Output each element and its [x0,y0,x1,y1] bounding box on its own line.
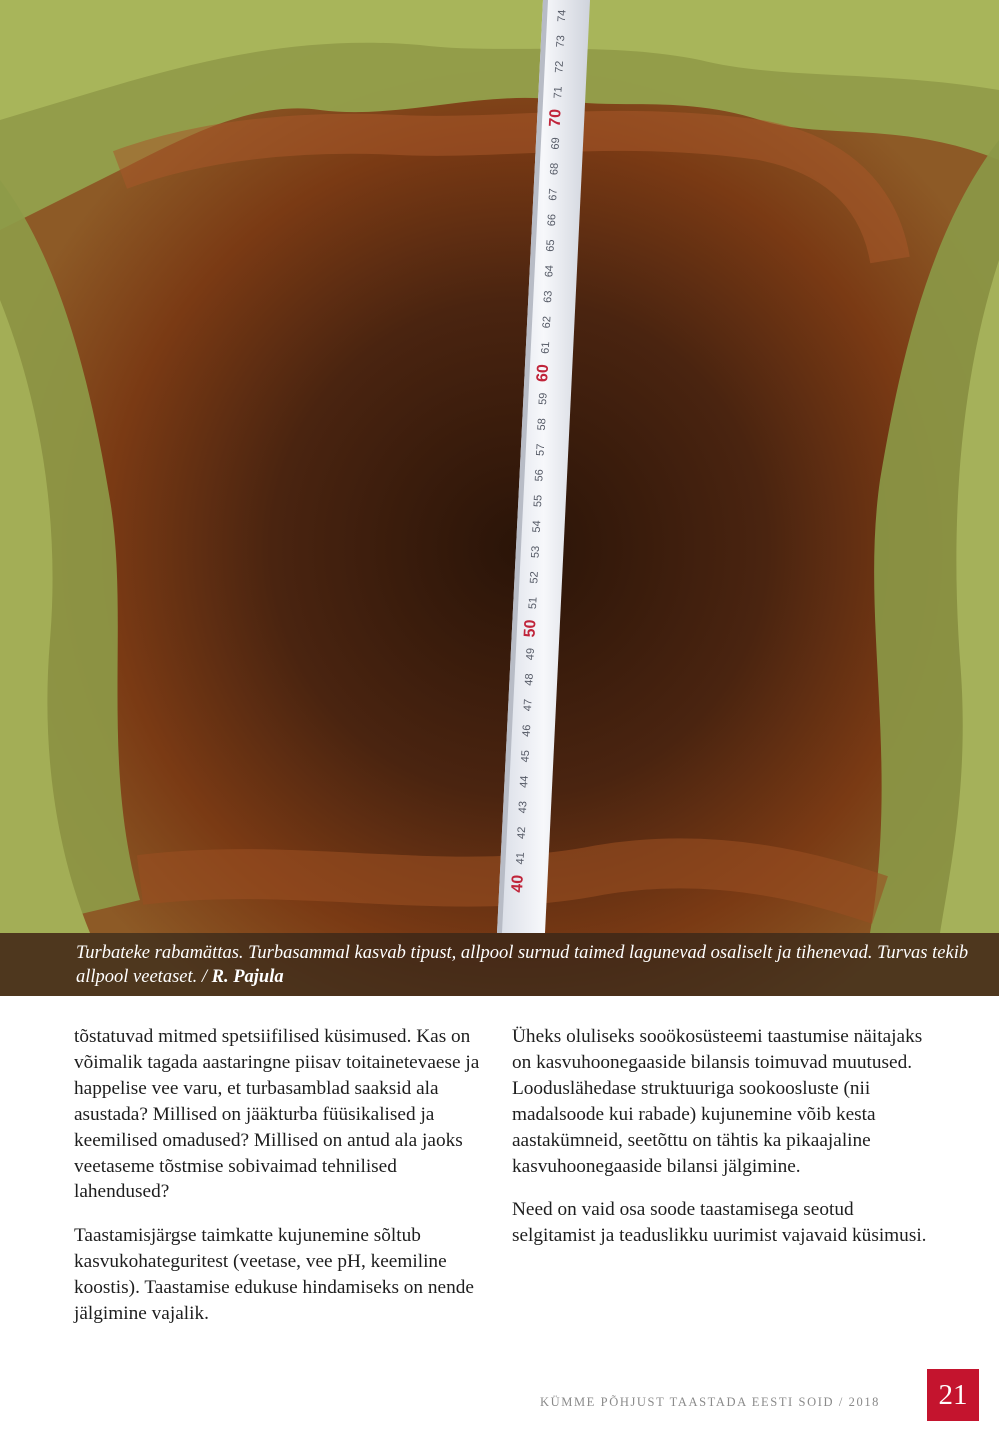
ruler-number: 40 [508,874,527,894]
ruler-number: 65 [544,239,558,253]
photo-credit: R. Pajula [211,967,284,987]
ruler-number: 57 [534,443,548,457]
ruler-number: 50 [521,619,540,638]
photo-caption [0,933,999,996]
ruler-number: 70 [546,108,565,128]
paragraph: Taastamisjärgse taimkatte kujunemine sõltub kasvukohateguritest (veetase, vee pH, keemiline koostis). Taastamise edukuse hindamiseks on nende jälgimine vajalik. [74,1225,474,1325]
ruler-number: 46 [520,724,534,738]
left-text-column [74,1024,494,1345]
ruler-number: 42 [515,826,529,840]
ruler-number: 51 [526,596,540,610]
ruler-number: 52 [528,571,541,584]
ruler-number: 66 [545,213,559,227]
ruler-number: 67 [547,188,560,201]
ruler-number: 45 [519,749,533,763]
ruler-number: 68 [548,162,561,176]
ruler-number: 59 [537,392,550,406]
paragraph: Üheks oluliseks sooökosüsteemi taastumise näitajaks on kasvuhoonegaaside bilansis toimuvad muutused. Looduslähedase struktuuriga sookoosluste (nii madalsoode kui rabade) kujunemine võib kesta aastakümneid, seetõttu on tähtis ka pikaajaline kasvuhoonegaaside bilansi jälgimine. [512,1026,923,1177]
ruler-number: 73 [554,34,568,48]
ruler-number: 49 [524,647,538,661]
ruler-number: 47 [521,698,535,712]
ruler-number: 54 [530,520,544,533]
ruler-number: 58 [535,417,549,431]
ruler-number: 48 [523,673,536,687]
ruler-number: 53 [529,545,543,559]
ruler-number: 72 [553,60,567,74]
paragraph: Need on vaid osa soode taastamisega seotud selgitamist ja teaduslikku uurimist vajavaid küsimusi. [512,1199,927,1247]
ruler-number: 43 [516,800,530,814]
ruler-number: 61 [539,341,553,355]
page-number: 21 [927,1369,979,1421]
publication-title: KÜMME PÕHJUST TAASTADA EESTI SOID / 2018 [540,1395,881,1409]
right-text-column [512,1024,932,1267]
ruler-number: 69 [549,137,563,150]
paragraph: tõstatuvad mitmed spetsiifilised küsimused. Kas on võimalik tagada aastaringne piisav toitainetevaese ja happelise vee varu, et turbasamblad saaksid ala asustada? Millised on jääkturba füüsikalised ja keemilised omadused? Millised on antud ala jaoks veetaseme tõstmise sobivaimad tehnilised lahendused? [74,1026,480,1203]
ruler-number: 64 [543,264,556,278]
ruler-number: 55 [531,494,545,508]
ruler-number: 71 [552,86,565,99]
ruler-number: 63 [542,290,555,304]
caption-text: Turbateke rabamättas. Turbasammal kasvab tipust, allpool surnud taimed lagunevad osaliselt ja tihenevad. Turvas tekib allpool veetaset. / [76,943,969,987]
ruler-number: 56 [533,468,546,482]
ruler-number: 60 [534,363,553,383]
ruler-number: 41 [514,851,527,865]
ruler-number: 62 [540,315,554,329]
ruler-number: 74 [555,9,569,23]
ruler-number: 44 [518,775,531,789]
